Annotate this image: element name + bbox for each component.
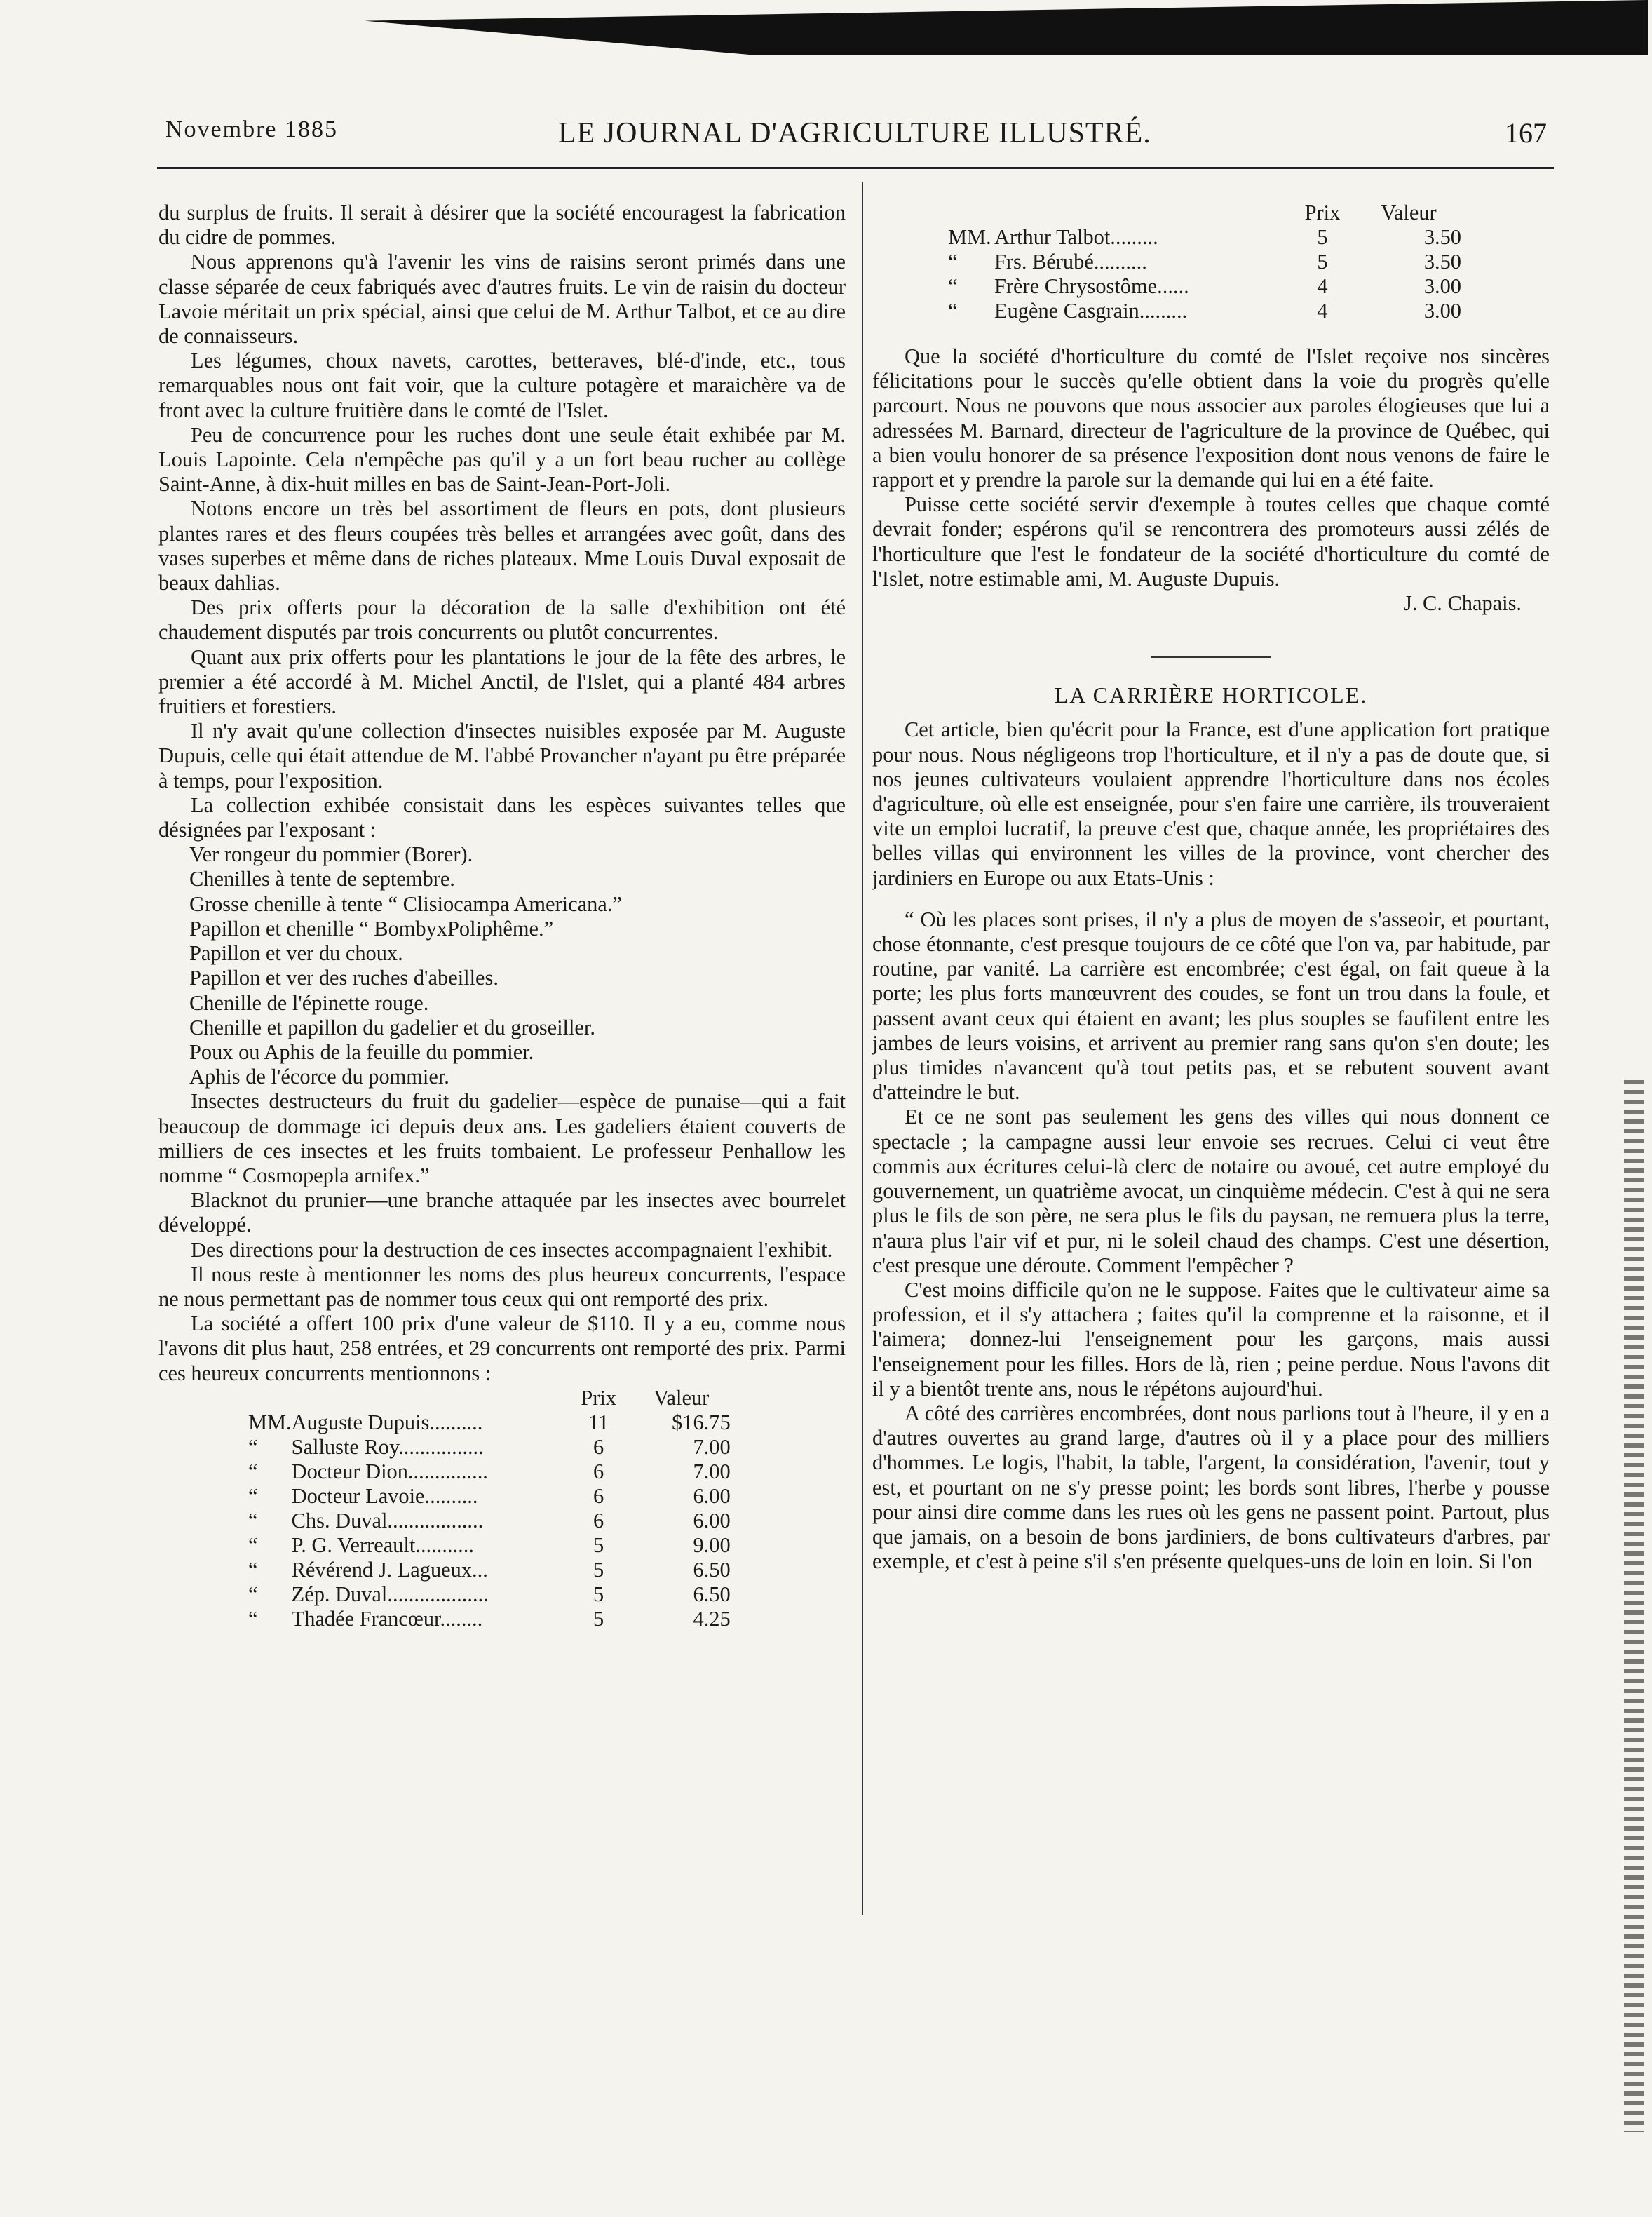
prize-count: 4 <box>1317 274 1328 298</box>
ditto-mark: “ <box>248 1582 258 1606</box>
paragraph: Des prix offerts pour la décoration de la salle d'exhibition ont été chaudement disputés par trois concurrents ou plutôt concurrentes. <box>158 595 846 645</box>
table-row <box>248 1582 731 1607</box>
leader-dots: ............... <box>407 1459 488 1483</box>
winner-name: Frs. Bérubé <box>994 250 1094 274</box>
column-header-prix: Prix <box>581 1385 616 1410</box>
table-row <box>948 274 1461 299</box>
list-item: Papillon et ver des ruches d'abeilles. <box>189 966 499 990</box>
prize-value: 7.00 <box>693 1434 731 1459</box>
column-header-valeur: Valeur <box>653 1385 710 1410</box>
prize-value: 3.50 <box>1423 250 1461 274</box>
table-row <box>248 1435 731 1460</box>
list-item: Aphis de l'écorce du pommier. <box>189 1065 449 1089</box>
prize-value: 3.00 <box>1423 274 1461 298</box>
left-column <box>158 201 846 1631</box>
paragraph: Cet article, bien qu'écrit pour la France, est d'une application fort pratique pour nous. Nous négligeons trop l'horticulture, et il n'y a pas de doute que, si nos jeunes cultivateurs voulaient apprendre l'horticulture dans nos écoles d'agriculture, où elle est enseignée, pour s'en faire une carrière, ils trouveraient vite un emploi lucratif, la preuve c'est que, chaque année, les propriétaires des belles villas qui environnent les villes de la province, vont chercher des jardiniers en Europe ou aux Etats-Unis : <box>872 717 1550 890</box>
prize-count: 5 <box>1317 225 1328 249</box>
header-rule <box>157 167 1554 169</box>
winner-name: Zép. Duval <box>291 1582 388 1606</box>
list-item: Chenille de l'épinette rouge. <box>189 990 429 1015</box>
section-separator <box>1151 656 1271 658</box>
paragraph: Quant aux prix offerts pour les plantations le jour de la fête des arbres, le premier a été accordé à M. Michel Anctil, de l'Islet, qui a planté 484 arbres fruitiers et forestiers. <box>158 645 846 719</box>
paragraph: Puisse cette société servir d'exemple à toutes celles que chaque comté devrait fonder; espérons qu'il se rencontrera des promoteurs aussi zélés de l'horticulture que l'est le fondateur de la société d'horticulture du comté de l'Islet, notre estimable ami, M. Auguste Dupuis. <box>872 492 1550 591</box>
list-item: Poux ou Aphis de la feuille du pommier. <box>189 1039 534 1064</box>
prize-count: 4 <box>1317 299 1328 323</box>
prize-value: 9.00 <box>693 1532 731 1557</box>
list-item: Ver rongeur du pommier (Borer). <box>189 842 473 867</box>
leader-dots: .......... <box>1093 250 1147 274</box>
paragraph: Nous apprenons qu'à l'avenir les vins de raisins seront primés dans une classe séparée de ceux fabriqués avec d'autres fruits. Le vin de raisin du docteur Lavoie méritait un prix spécial, ainsi que celui de M. Arthur Talbot, et ce au dire de connaisseurs. <box>158 250 846 349</box>
paragraph: du surplus de fruits. Il serait à désirer que la société encouragest la fabrication du cidre de pommes. <box>158 201 846 250</box>
ditto-mark: “ <box>248 1557 258 1582</box>
table-row <box>248 1607 731 1631</box>
table-row <box>248 1509 731 1533</box>
leader-dots: ................ <box>398 1434 484 1459</box>
ditto-mark: “ <box>948 299 958 323</box>
winner-name: Frère Chrysostôme <box>994 274 1158 298</box>
prize-count: 11 <box>588 1410 609 1434</box>
ditto-mark: MM. <box>948 225 991 249</box>
ditto-mark: “ <box>248 1483 258 1508</box>
leader-dots: ......... <box>1139 299 1188 323</box>
prize-count: 6 <box>593 1434 604 1459</box>
leader-dots: ................... <box>387 1582 489 1606</box>
paragraph: Des directions pour la destruction de ces insectes accompagnaient l'exhibit. <box>191 1237 833 1262</box>
paragraph: C'est moins difficile qu'on ne le suppose. Faites que le cultivateur aime sa profession, et il s'y attachera ; faites qu'il la comprenne et la raisonne, et il l'aimera; donnez-lui l'enseignement pour les garçons, mais aussi l'enseignement pour les filles. Hors de là, rien ; peine perdue. Nous l'avons dit il y a bientôt trente ans, nous le répétons aujourd'hui. <box>872 1277 1550 1401</box>
prize-count: 6 <box>593 1483 604 1508</box>
paragraph: Il n'y avait qu'une collection d'insectes nuisibles exposée par M. Auguste Dupuis, celle qui était attendue de M. l'abbé Provancher n'ayant pu être préparée à temps, pour l'exposition. <box>158 719 846 793</box>
section-title: LA CARRIÈRE HORTICOLE. <box>1054 682 1368 708</box>
table-row <box>948 225 1461 250</box>
paragraph: La collection exhibée consistait dans les espèces suivantes telles que désignées par l'exposant : <box>158 793 846 842</box>
ditto-mark: “ <box>248 1508 258 1532</box>
page-number: 167 <box>1505 117 1547 149</box>
prize-count: 5 <box>593 1606 604 1631</box>
leader-dots: ......... <box>1110 225 1158 249</box>
table-header-row <box>948 201 1461 225</box>
prize-count: 5 <box>1317 250 1328 274</box>
ditto-mark: “ <box>248 1434 258 1459</box>
ditto-mark: “ <box>248 1606 258 1631</box>
paragraph: Notons encore un très bel assortiment de fleurs en pots, dont plusieurs plantes rares et des fleurs coupées très belles et arrangées avec goût, dans des vases superbes et même dans de riches plateaux. Mme Louis Duval exposait de beaux dahlias. <box>158 497 846 595</box>
right-column <box>872 201 1550 1574</box>
table-row <box>248 1484 731 1509</box>
paragraph: Peu de concurrence pour les ruches dont une seule était exhibée par M. Louis Lapointe. Cela n'empêche pas qu'il y a un fort beau rucher au collège Saint-Anne, à dix-huit milles en bas de Saint-Jean-Port-Joli. <box>158 422 846 497</box>
table-row <box>248 1410 731 1435</box>
list-item: Grosse chenille à tente “ Clisiocampa Americana.” <box>189 891 622 916</box>
list-item: Chenilles à tente de septembre. <box>189 867 455 891</box>
paragraph: Il nous reste à mentionner les noms des plus heureux concurrents, l'espace ne nous permettant pas de nommer tous ceux qui ont remporté des prix. <box>158 1262 846 1311</box>
list-item: Papillon et chenille “ BombyxPoliphême.” <box>189 916 554 941</box>
leader-dots: ........... <box>415 1532 474 1557</box>
table-row <box>948 299 1461 323</box>
header-title: LE JOURNAL D'AGRICULTURE ILLUSTRÉ. <box>558 117 1151 149</box>
prize-value: 3.50 <box>1423 225 1461 249</box>
winner-name: Eugène Casgrain <box>994 299 1139 323</box>
winner-name: Révérend J. Lagueux <box>291 1557 473 1582</box>
leader-dots: ...... <box>1157 274 1189 298</box>
ditto-mark: “ <box>248 1459 258 1483</box>
leader-dots: ... <box>472 1557 488 1582</box>
column-header-valeur: Valeur <box>1381 201 1437 224</box>
winner-name: Docteur Dion <box>291 1459 408 1483</box>
leader-dots: .................. <box>387 1508 484 1532</box>
prize-value: 6.00 <box>693 1483 731 1508</box>
prize-table <box>248 1386 731 1631</box>
table-row <box>248 1533 731 1558</box>
winner-name: Arthur Talbot <box>994 225 1111 249</box>
prize-value: 6.50 <box>693 1557 731 1582</box>
leader-dots: .......... <box>429 1410 483 1434</box>
leader-dots: .......... <box>424 1483 478 1508</box>
binding-edge <box>1624 1080 1644 2132</box>
leader-dots: ........ <box>440 1606 483 1631</box>
column-header-prix: Prix <box>1304 201 1341 224</box>
winner-name: Auguste Dupuis <box>291 1410 430 1434</box>
table-row <box>948 250 1461 274</box>
prize-count: 6 <box>593 1508 604 1532</box>
ditto-mark: “ <box>248 1532 258 1557</box>
prize-value: $16.75 <box>672 1410 731 1434</box>
paragraph: Blacknot du prunier—une branche attaquée par les insectes avec bourrelet développé. <box>158 1188 846 1237</box>
winner-name: Salluste Roy <box>291 1434 399 1459</box>
table-row <box>248 1558 731 1582</box>
prize-value: 7.00 <box>693 1459 731 1483</box>
ditto-mark: “ <box>948 274 958 298</box>
winner-name: P. G. Verreault <box>291 1532 416 1557</box>
paragraph: Et ce ne sont pas seulement les gens des villes qui nous donnent ce spectacle ; la campagne aussi leur envoie ses recrues. Celui ci veut être commis aux écritures celui-là clerc de notaire ou avoué, cet autre employé du gouvernement, un quatrième avocat, un cinquième médecin. C'est à qui ne sera plus le fils de son père, ne sera plus le fils du paysan, ne remuera plus la terre, n'aura plus l'air vif et pur, ni le soleil chaud des champs. C'est une désertion, c'est presque une déroute. Comment l'empêcher ? <box>872 1105 1550 1277</box>
prize-value: 6.00 <box>693 1508 731 1532</box>
paragraph: Que la société d'horticulture du comté de l'Islet reçoive nos sincères félicitations pour le succès qu'elle obtient dans la voie du progrès qu'elle parcourt. Nous ne pouvons que nous associer aux paroles élogieuses que lui a adressées M. Barnard, directeur de l'agriculture de la province de Québec, qui a bien voulu honorer de sa présence l'exposition dont nous venons de faire le rapport et y prendre la parole sur la demande qui lui en a été faite. <box>872 344 1550 492</box>
winner-name: Thadée Francœur <box>291 1606 440 1631</box>
winner-name: Chs. Duval <box>291 1508 388 1532</box>
list-item: Papillon et ver du choux. <box>189 941 403 966</box>
prize-table-continued <box>948 201 1461 323</box>
prize-count: 5 <box>593 1582 604 1606</box>
table-header-row <box>248 1386 731 1410</box>
paragraph: Les légumes, choux navets, carottes, betteraves, blé-d'inde, etc., tous remarquables nous ont fait voir, que la culture potagère et maraichère va de front avec la culture fruitière dans le comté de l'Islet. <box>158 349 846 422</box>
prize-count: 5 <box>593 1557 604 1582</box>
table-row <box>248 1460 731 1484</box>
paragraph: A côté des carrières encombrées, dont nous parlions tout à l'heure, il y en a d'autres ouvertes au grand large, d'autres où il y a place pour des milliers d'hommes. Le logis, l'habit, la table, l'argent, la considération, l'avenir, tout y est, et pourtant on ne s'y presse point; les bords sont libres, l'herbe y pousse pour ainsi dire comme dans les rues où les gens ne passent point. Partout, plus que jamais, on a besoin de bons jardiniers, de bons cultivateurs d'arbres, par exemple, et c'est à peine s'il s'en présente quelques-uns de loin en loin. Si l'on <box>872 1401 1550 1574</box>
ditto-mark: MM. <box>248 1410 292 1434</box>
signature: J. C. Chapais. <box>1404 591 1522 616</box>
winner-name: Docteur Lavoie <box>291 1483 425 1508</box>
prize-count: 6 <box>593 1459 604 1483</box>
insect-list <box>158 842 846 1089</box>
prize-value: 3.00 <box>1423 299 1461 323</box>
ditto-mark: “ <box>948 250 958 274</box>
prize-value: 6.50 <box>693 1582 731 1606</box>
column-divider <box>862 182 863 1915</box>
header-date: Novembre 1885 <box>165 116 339 142</box>
paragraph: “ Où les places sont prises, il n'y a plus de moyen de s'asseoir, et pourtant, chose étonnante, c'est presque toujours de ce côté que l'on va, par habitude, par routine, par vanité. La carrière est encombrée; c'est égal, on fait queue à la porte; les plus forts manœuvrent des coudes, se font un trou dans la foule, et passent avant ceux qui étaient en avant; les plus souples se faufilent entre les jambes de leurs voisins, et arrivent au premier rang sans qu'on s'en doute; les plus timides n'avancent qu'à tout petits pas, et se rebutent souvent avant d'atteindre le but. <box>872 907 1550 1105</box>
paragraph: Insectes destructeurs du fruit du gadelier—espèce de punaise—qui a fait beaucoup de dommage ici depuis deux ans. Les gadeliers étaient couverts de milliers de ces insectes et les fruits tombaient. Le professeur Penhallow les nomme “ Cosmopepla arnifex.” <box>158 1089 846 1187</box>
top-edge-bar <box>365 0 1648 55</box>
paragraph: La société a offert 100 prix d'une valeur de $110. Il y a eu, comme nous l'avons dit plus haut, 258 entrées, et 29 concurrents ont remporté des prix. Parmi ces heureux concurrents mentionnons : <box>158 1312 846 1385</box>
page-header <box>165 116 1547 151</box>
prize-value: 4.25 <box>693 1606 731 1631</box>
list-item: Chenille et papillon du gadelier et du groseiller. <box>189 1015 595 1039</box>
prize-count: 5 <box>593 1532 604 1557</box>
